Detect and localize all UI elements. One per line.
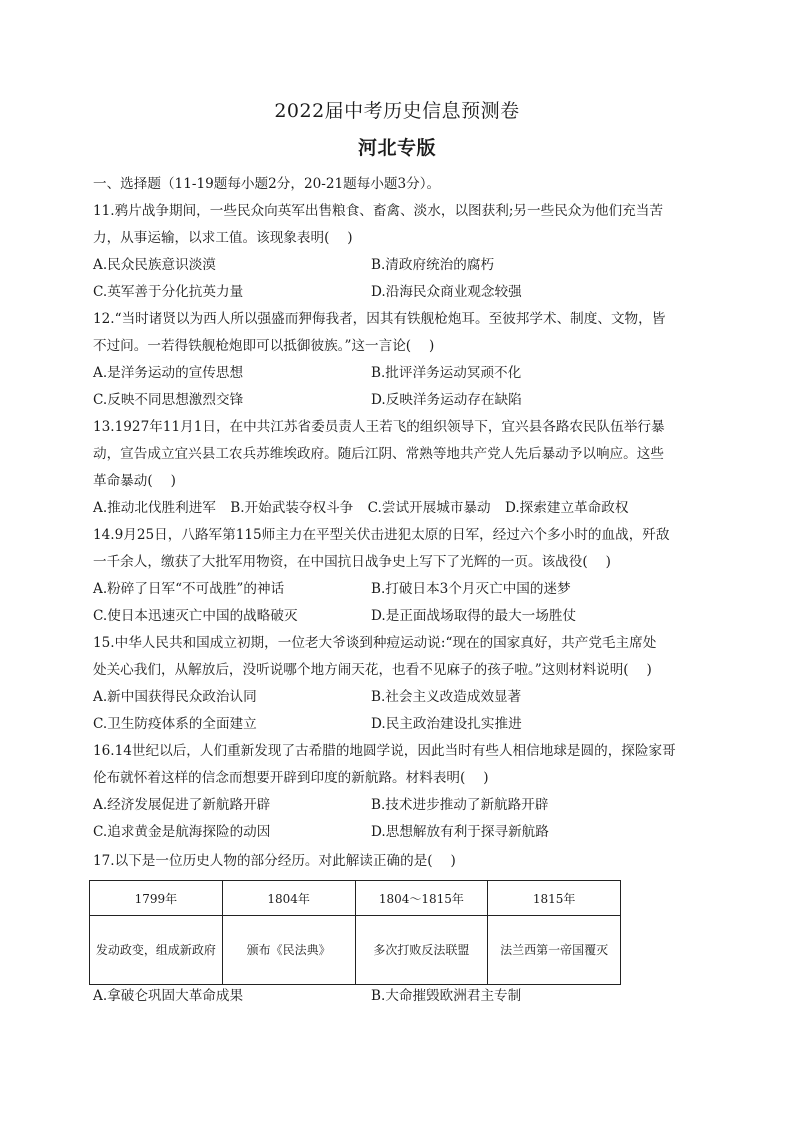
exam-subtitle: 河北专版 <box>357 137 436 159</box>
table-header-cell: 1804年 <box>222 881 355 916</box>
question-11-option-a: A.民众民族意识淡漠 <box>93 257 216 273</box>
question-14-stem-line-1: 14.9月25日，八路军第115师主力在平型关伏击进犯太原的日军，经过六个多小时的血战，歼敌 <box>93 527 670 543</box>
question-14-option-c: C.使日本迅速灭亡中国的战略破灭 <box>93 608 298 624</box>
question-15-option-a: A.新中国获得民众政治认同 <box>93 689 257 705</box>
question-16-stem-line-1: 16.14世纪以后，人们重新发现了古希腊的地圆学说，因此当时有些人相信地球是圆的，探险家哥 <box>93 743 676 759</box>
question-15-stem-line-2: 处关心我们，从解放后，没听说哪个地方闹天花，也看不见麻子的孩子啦。”这则材料说明( ) <box>93 662 652 678</box>
exam-title: 2022届中考历史信息预测卷 <box>274 100 520 122</box>
question-12-option-d: D.反映洋务运动存在缺陷 <box>371 392 522 408</box>
question-12-option-a: A.是洋务运动的宣传思想 <box>93 365 244 381</box>
question-13-stem-line-3: 革命暴动( ) <box>93 473 176 489</box>
question-11-option-d: D.沿海民众商业观念较强 <box>371 284 522 300</box>
question-15-option-b: B.社会主义改造成效显著 <box>371 689 522 705</box>
question-13-options-row <box>93 498 638 518</box>
question-17-option-b: B.大命摧毁欧洲君主专制 <box>371 988 522 1004</box>
question-16-option-a: A.经济发展促进了新航路开辟 <box>93 797 271 813</box>
question-17-stem: 17.以下是一位历史人物的部分经历。对此解读正确的是( ) <box>93 853 456 869</box>
table-header-cell: 1799年 <box>90 881 223 916</box>
question-16-option-d: D.思想解放有利于探寻新航路 <box>371 824 549 840</box>
question-16-option-c: C.追求黄金是航海探险的动因 <box>93 824 271 840</box>
question-16-option-b: B.技术进步推动了新航路开辟 <box>371 797 549 813</box>
question-11-stem-line-2: 力，从事运输，以求工值。该现象表明( ) <box>93 230 353 246</box>
question-12-option-c: C.反映不同思想激烈交锋 <box>93 392 244 408</box>
table-header-row <box>90 881 621 916</box>
question-14-option-a: A.粉碎了日军“不可战胜”的神话 <box>93 581 285 597</box>
question-11-stem-line-1: 11.鸦片战争期间，一些民众向英军出售粮食、畜禽、淡水，以图获利;另一些民众为他们充当苦 <box>93 203 663 219</box>
question-14-option-d: D.是正面战场取得的最大一场胜仗 <box>371 608 577 624</box>
question-11-option-c: C.英军善于分化抗英力量 <box>93 284 244 300</box>
napoleon-timeline-table <box>89 880 621 985</box>
question-16-stem-line-2: 伦布就怀着这样的信念而想要开辟到印度的新航路。材料表明( ) <box>93 770 489 786</box>
table-cell: 多次打败反法联盟 <box>355 916 488 985</box>
section-heading: 一、选择题（11-19题每小题2分，20-21题每小题3分）。 <box>93 176 441 192</box>
table-row <box>90 916 621 985</box>
table-header-cell: 1815年 <box>488 881 621 916</box>
question-15-stem-line-1: 15.中华人民共和国成立初期，一位老大爷谈到种痘运动说:“现在的国家真好，共产党毛主席处 <box>93 635 657 651</box>
question-14-stem-line-2: 一千余人，缴获了大批军用物资，在中国抗日战争史上写下了光辉的一页。该战役( ) <box>93 554 611 570</box>
question-12-stem-line-1: 12.“当时诸贤以为西人所以强盛而狎侮我者，因其有铁舰枪炮耳。至彼邦学术、制度、文物，皆 <box>93 311 666 327</box>
question-13-option-c: C.尝试开展城市暴动 <box>367 500 491 516</box>
question-13-stem-line-2: 动，宣告成立宜兴县工农兵苏维埃政府。随后江阴、常熟等地共产党人先后暴动予以响应。这些 <box>93 446 664 462</box>
table-cell: 发动政变，组成新政府 <box>90 916 223 985</box>
table-cell: 法兰西第一帝国覆灭 <box>488 916 621 985</box>
question-13-option-b: B.开始武装夺权斗争 <box>230 500 354 516</box>
question-17-option-a: A.拿破仑巩固大革命成果 <box>93 988 244 1004</box>
question-13-option-d: D.探索建立革命政权 <box>504 500 629 516</box>
question-12-stem-line-2: 不过问。一若得铁舰枪炮即可以抵御彼族。”这一言论( ) <box>93 338 435 354</box>
table-cell: 颁布《民法典》 <box>222 916 355 985</box>
question-13-option-a: A.推动北伐胜利进军 <box>93 500 216 516</box>
question-15-option-d: D.民主政治建设扎实推进 <box>371 716 522 732</box>
question-13-stem-line-1: 13.1927年11月1日，在中共江苏省委员责人王若飞的组织领导下，宜兴县各路农民队伍举行暴 <box>93 419 665 435</box>
question-12-option-b: B.批评洋务运动冥顽不化 <box>371 365 522 381</box>
question-14-option-b: B.打破日本3个月灭亡中国的迷梦 <box>371 581 571 597</box>
question-11-option-b: B.清政府统治的腐朽 <box>371 257 495 273</box>
table-header-cell: 1804～1815年 <box>355 881 488 916</box>
question-15-option-c: C.卫生防疫体系的全面建立 <box>93 716 257 732</box>
